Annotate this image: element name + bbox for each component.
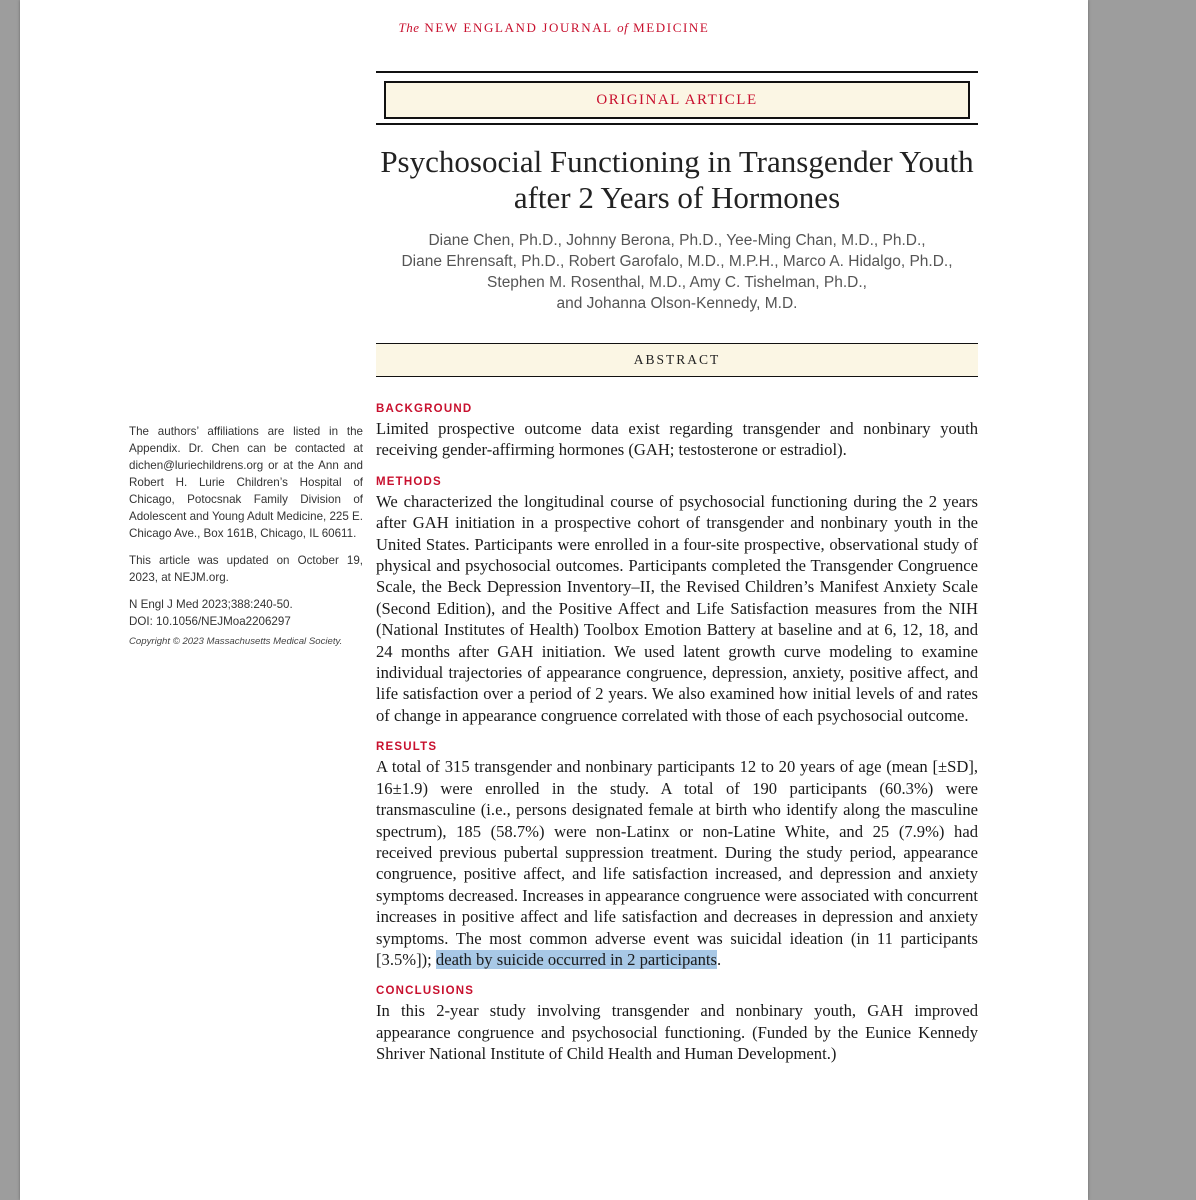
article-title: Psychosocial Functioning in Transgender Youth after 2 Years of Hormones bbox=[380, 144, 974, 215]
pdf-page bbox=[20, 0, 1088, 1200]
article-type-box bbox=[376, 71, 978, 125]
update-note: This article was updated on October 19, 2023, at NEJM.org. bbox=[129, 554, 363, 584]
author-line: and Johanna Olson-Kennedy, M.D. bbox=[556, 295, 798, 312]
results-heading: RESULTS bbox=[376, 741, 438, 754]
results-text: A total of 315 transgender and nonbinary participants 12 to 20 years of age (mean [±SD], 16±1.9) were enrolled in the study. A total of 190 participants (60.3%) were transmasculine (i.e., persons designated female at birth who identify along the masculine spectrum), 185 (58.7%) were non-Latinx or non-Latine White, and 25 (7.9%) had received previous pubertal suppression treatment. During the study period, appearance congruence, positive affect, and life satisfaction increased, and depression and anxiety symptoms decreased. Increases in appearance congruence were associated with concurrent increases in positive affect and life satisfaction and decreases in depression and anxiety symptoms. The most common adverse event was suicidal ideation (in 11 participants [3.5%]); bbox=[376, 757, 978, 969]
author-line: Diane Chen, Ph.D., Johnny Berona, Ph.D., Yee-Ming Chan, M.D., Ph.D., bbox=[428, 232, 926, 249]
methods-text: We characterized the longitudinal course of psychosocial functioning during the 2 years after GAH initiation in a prospective cohort of transgender and nonbinary youth in the United States. Participants were enrolled in a four-site prospective, observational study of physical and psychosocial outcomes. Participants completed the Transgender Congruence Scale, the Beck Depression Inventory–II, the Revised Children’s Manifest Anxiety Scale (Second Edition), and the Positive Affect and Life Satisfaction measures from the NIH (National Institutes of Health) Toolbox Emotion Battery at baseline and at 6, 12, 18, and 24 months after GAH initiation. We used latent growth curve modeling to examine individual trajectories of appearance congruence, depression, anxiety, positive affect, and life satisfaction over a period of 2 years. We also examined how initial levels of and rates of change in appearance congruence correlated with those of each psychosocial outcome. bbox=[376, 491, 978, 725]
affiliations-note: The authors’ affiliations are listed in the Appendix. Dr. Chen can be contacted at dichen@luriechildrens.org or at the Ann and Robert H. Lurie Children’s Hospital of Chicago, Potocsnak Family Division of Adolescent and Young Adult Medicine, 225 E. Chicago Ave., Box 161B, Chicago, IL 60611. bbox=[129, 425, 363, 540]
author-list bbox=[376, 230, 978, 314]
highlighted-text[interactable]: death by suicide occurred in 2 participants bbox=[435, 949, 717, 969]
abstract-body bbox=[376, 401, 978, 1078]
background-heading: BACKGROUND bbox=[376, 403, 473, 415]
author-line: Stephen M. Rosenthal, M.D., Amy C. Tishelman, Ph.D., bbox=[487, 274, 867, 291]
journal-of: of bbox=[617, 20, 629, 35]
conclusions-text: In this 2-year study involving transgender and nonbinary youth, GAH improved appearance congruence and psychosocial functioning. (Funded by the Eunice Kennedy Shriver National Institute of Child Health and Human Development.) bbox=[376, 1001, 978, 1064]
results-end: . bbox=[716, 949, 722, 969]
journal-the: The bbox=[398, 20, 420, 35]
citation: N Engl J Med 2023;388:240-50. bbox=[129, 598, 293, 611]
journal-header bbox=[20, 20, 1088, 36]
doi: DOI: 10.1056/NEJMoa2206297 bbox=[129, 615, 291, 628]
author-line: Diane Ehrensaft, Ph.D., Robert Garofalo, M.D., M.P.H., Marco A. Hidalgo, Ph.D., bbox=[401, 253, 953, 270]
results-paragraph bbox=[376, 756, 978, 970]
sidebar-notes bbox=[129, 423, 363, 650]
journal-name-a: NEW ENGLAND JOURNAL bbox=[424, 20, 613, 35]
copyright: Copyright © 2023 Massachusetts Medical Society. bbox=[129, 636, 343, 647]
background-text: Limited prospective outcome data exist regarding transgender and nonbinary youth receiving gender-affirming hormones (GAH; testosterone or estradiol). bbox=[376, 419, 978, 460]
journal-name-b: MEDICINE bbox=[633, 20, 710, 35]
methods-heading: METHODS bbox=[376, 475, 442, 488]
conclusions-heading: CONCLUSIONS bbox=[376, 985, 475, 998]
article-type-label: ORIGINAL ARTICLE bbox=[384, 81, 970, 119]
abstract-heading: ABSTRACT bbox=[376, 343, 978, 377]
